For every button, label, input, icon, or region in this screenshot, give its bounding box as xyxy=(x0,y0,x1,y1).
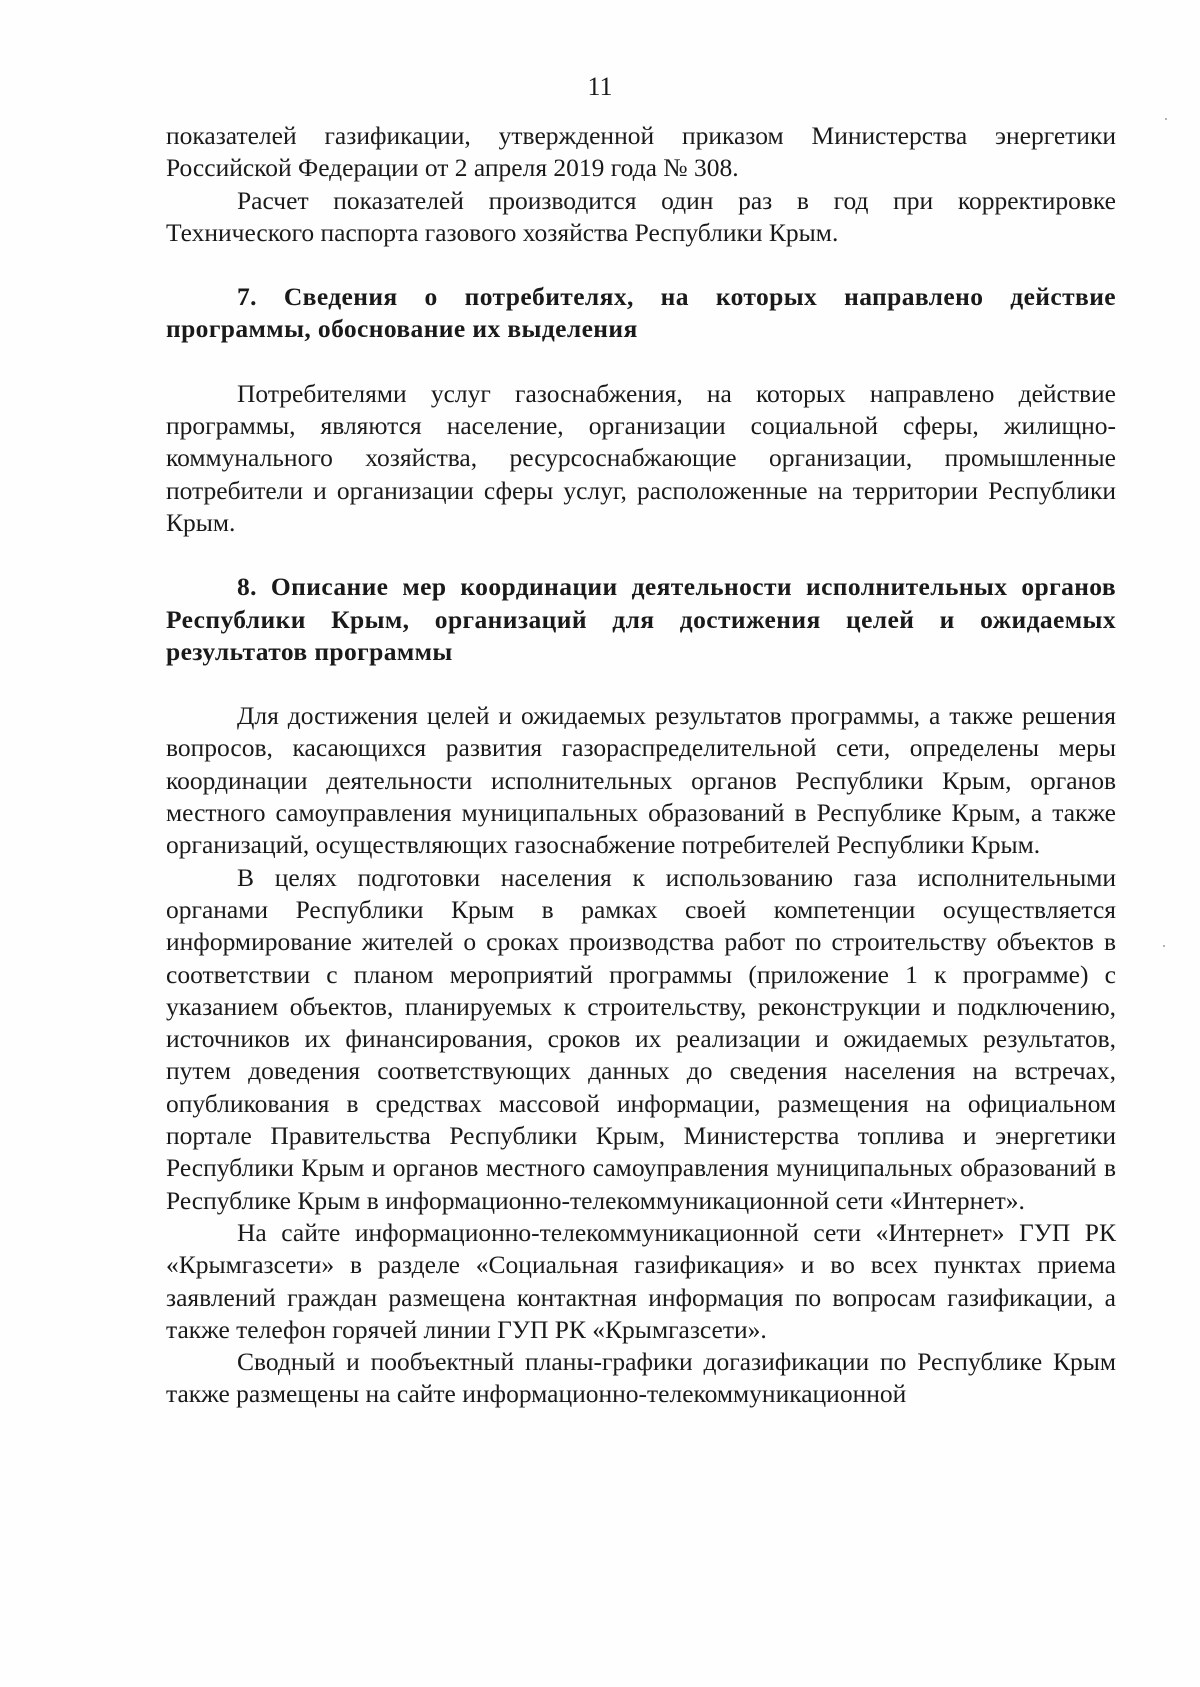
paragraph-continuation: показателей газификации, утвержденной приказом Министерства энергетики Российской Федерации от 2 апреля 2019 года № 308. xyxy=(166,121,1116,183)
page-number: 11 xyxy=(587,72,613,101)
section-heading-8: 8. Описание мер координации деятельности исполнительных органов Республики Крым, организаций для достижения целей и ожидаемых результатов программы xyxy=(166,572,1116,666)
paragraph-informing: В целях подготовки населения к использованию газа исполнительными органами Республики Крым в рамках своей компетенции осуществляется информирование жителей о сроках производства работ по строительству объектов в соответствии с планом мероприятий программы (приложение 1 к программе) с указанием объектов, планируемых к строительству, реконструкции и подключению, источников их финансирования, сроков их реализации и ожидаемых результатов, путем доведения соответствующих данных до сведения населения на встречах, опубликования в средствах массовой информации, размещения на официальном портале Правительства Республики Крым, Министерства топлива и энергетики Республики Крым и органов местного самоуправления муниципальных образований в Республике Крым в информационно-телекоммуникационной сети «Интернет». xyxy=(166,862,1116,1215)
paragraph-schedules: Сводный и пообъектный планы-графики догазификации по Республике Крым также размещены на сайте информационно-телекоммуникационной xyxy=(166,1347,1116,1409)
spacer xyxy=(166,346,1116,378)
scan-speck xyxy=(1165,118,1167,120)
paragraph-website: На сайте информационно-телекоммуникационной сети «Интернет» ГУП РК «Крымгазсети» в разделе «Социальная газификация» и во всех пунктах приема заявлений граждан размещена контактная информация по вопросам газификации, а также телефон горячей линии ГУП РК «Крымгазсети». xyxy=(166,1217,1116,1344)
paragraph-consumers: Потребителями услуг газоснабжения, на которых направлено действие программы, являются население, организации социальной сферы, жилищно-коммунального хозяйства, ресурсоснабжающие организации, промышленные потребители и организации сферы услуг, расположенные на территории Республики Крым. xyxy=(166,378,1116,537)
spacer xyxy=(166,668,1116,700)
section-heading-7: 7. Сведения о потребителях, на которых направлено действие программы, обоснование их выделения xyxy=(166,282,1116,344)
paragraph-calculation: Расчет показателей производится один раз в год при корректировке Технического паспорта газового хозяйства Республики Крым. xyxy=(166,185,1116,247)
scan-speck xyxy=(1163,945,1165,947)
spacer xyxy=(166,539,1116,571)
paragraph-coordination: Для достижения целей и ожидаемых результатов программы, а также решения вопросов, касающихся развития газораспределительной сети, определены меры координации деятельности исполнительных органов Республики Крым, органов местного самоуправления муниципальных образований в Республике Крым, а также организаций, осуществляющих газоснабжение потребителей Республики Крым. xyxy=(166,701,1116,860)
document-body xyxy=(166,120,1116,1411)
spacer xyxy=(166,249,1116,281)
